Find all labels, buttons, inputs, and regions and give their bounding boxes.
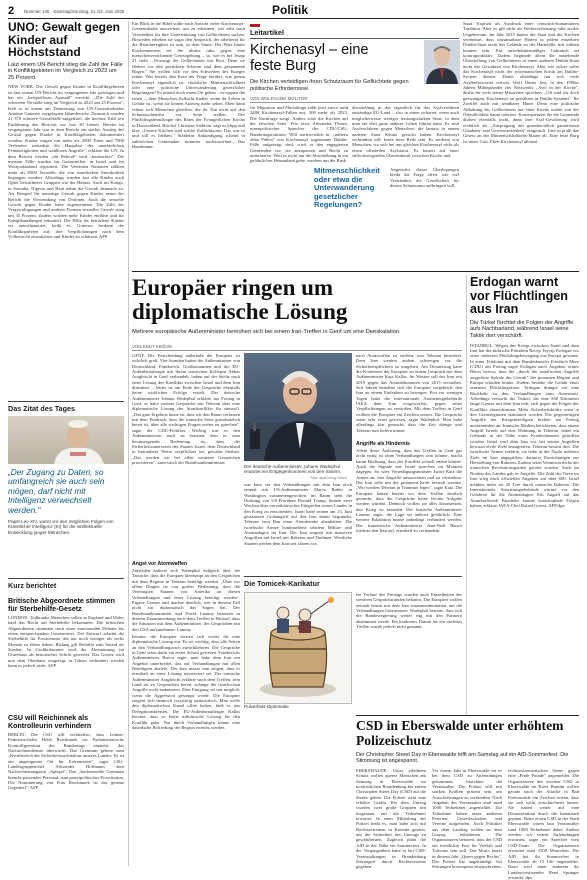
zitat-quote: „Der Zugang zu Daten, so umfangreich sie auch sein mögen, darf nicht mit Intelligenz verwechselt werden." [8,467,105,515]
kurz-item-2-headline: CSU will Reichinnek als Kontrolleurin verhindern [8,714,92,730]
csd-col1: EBERSWALDE. Unter erhöhtem Schutz wollen queere Menschen am Samstag in Eberswalde im nordöstlichen Brandenburg bei einem Christopher Street Day (CSD) auf die Straße gehen. Die Polizei sieht eine erhöhte Gefahr. Bei dem Umzug wurden zwei große Gruppen mit insgesamt um die Teilnehmer erwartet. In einer Mitteilung der Polizei heißt es, man habe sich mit Rechtsextremen in Kontakt gesetzt, um die Sicherheit des Umzugs zu gewährleisten. Zugleich plant die AfD in der Nähe ein Sommerfest. In der Vergangenheit hatte es bei CSD-Veranstaltungen in Brandenburg Störungen durch Rechtsextreme gegeben. [356,768,426,870]
leitartikel-author: VON WOLFGANG MOLITOR [250,96,308,101]
author-photo [424,40,460,84]
left-column-divider [128,21,129,866]
photo-credit: Foto: dpa/Georg Hroch [310,476,347,480]
kurz-header: Kurz berichtet [8,581,57,590]
leitartikel-col2: überstellung in das eigentlich für das Asylverfahren zuständige EU-Land – also in einen sicheren, wenn auch möglicherweise weniger leistungsstarken Staat, in dem man ein eher ganz anderes Leben führen kann. Es sind Asylverfahren gegen Menschen, die bereits in einem anderen Staat Schutz gesucht haben. Kirchenasyl verhindern soll, keine leere Rede sein. Es verdient von Menschen, wo sich bei uns gleichen Kirchenasyl nicht als einen offiziellen Asylstatut. Es basiert auf einer stillschweigenden Übereinkunft zwischen Kirche und [352,105,459,159]
kurz-item-2-body: BERLIN. Die CSU will verhindern, dass Linken-Fraktionschefin Heidi Reichinnek ins Parlamentarische Kontrollgremium des Bundestags einzieht, das Nachrichtendienste überwacht. Das Gremium gehöre zum „Kernbereich der Sicherheitsarchitektur unseres Landes. Es ist ein ungeeigneter Ort für Extremisten", sagte CSU-Landesgruppenchef Alexander Hoffmann dem Nachrichtenmagazin „Spiegel". Das „hochsensible Gremium braucht passendes Personal, statt parteipolitischer Provokation. Die Nominierung von Frau Reichinnek ist das genaue Gegenteil". AFP [8,732,124,791]
right-column-divider [466,275,467,715]
csd-col3: rechtsextremistischen Szene gegen eine „Pride Parade" angemeldet. Die Organisatoren des zweiten CSD in Eberswalde im Kreis Barnim wollen gerade nach der Attacke in Bad Freienwalde ein Zeichen setzen, dass sie sich nicht einschüchtern lassen. Sie haben weiter auf eine Demonstration durch die Innenstadt geplant. Beim ersten CSD in der Stadt Eberswalde wären laut Veranstalter rund 1000 Teilnehmer dabei. Zudem werden wir erneut Anfeindungen erwarten, sagte ein Sprecher vom CSD-Team. Die Organisatoren erwarten rund 1500 Menschen. Die AfD hat ihr Sommerfest in Eberswalde ab 15 Uhr angemeldet. Dazu wird unter anderem ihr Landesvorsitzender René Springer erwartet. dpa [508,768,579,880]
leitartikel-rule [250,38,459,39]
csd-col2: Vor einem Jahr in Eberswalde sei es bei dem CSD zu Anfeindungen gekommen, berichten die Veranstalter. Die Polizei will mit starken Kräften präsent sein, um Ausschreitungen zu verhindern. Nach Angaben der Veranstalter sind rund 1000 Teilnehmer angemeldet. Zur Teilnahme haben unter anderem Parteien, Gewerkschaften und Vereine aufgerufen. Auch Politiker aus dem Landtag wollen an dem Umzug teilnehmen. Die Organisatoren betonen, dass der CSD ein friedliches Fest für Vielfalt und Toleranz sein soll. Das Motto lautet in diesem Jahr „Queer gegen Rechts". Die Polizei hat angekündigt, bei Störungen konsequent einzuschreiten. [432,768,502,870]
cartoon [244,592,352,704]
main-author: VON KNUT KRÖHN [132,344,172,349]
erdogan-headline: Erdogan warnt vor Flüchtlingen aus Iran [470,275,568,317]
pope-portrait-icon [8,416,124,464]
leitartikel-pull-quote: Mitmenschlichkeit oder etwa die Unterwanderung gesetzlicher Regelungen? [314,166,380,210]
leitartikel-author-rule [250,102,459,103]
kurz-top-rule [8,578,124,579]
powder-keg-cartoon-icon [245,593,351,703]
uno-article [8,21,124,364]
leitartikel-lead: Die Kirchen verteidigen ihren Schutzraum für Geflüchtete gegen politische Erfordernisse. [250,79,409,92]
leitartikel-col3: Staat. Explizit als Ausdruck einer christlich-humanitären Tradition. Aber es gilt nicht als Rechtsverletzung oder ziviler Ungehorsam. Im Jahr 2015 hatten der Staat und die Kirchen vereinbart, dass unzumutbare Härten in jedem einzelnen Dublin-Staat nicht das Gelände zu der Härtefälle, mit wählen können sein. Ein unverhältnismäßiger Gebrauch sei kontraproduktiv. Zudem beginnde allein die anstehende Überstellung von Geflüchteten in einen anderen Dublin-Staat nicht das Gewähren von Kirchenasyl. Aber wie sicher sollte das Kirchenasyl nicht der systematischen Kritik am Dublin-System dienen. Damit allerdings tun sich viele Asylbefürworter schwer. Wolf Dieter Just, in den 1990er Jahren Mitbegründer des Netzwerks „Asyl in der Kirche", dürfte für viele seiner Mitstreiter sprechen: „Oft sind wir doch gezwungen, Kirchenasyl zu gewähren in Dublin-Systems". Ihr Zweifel auch mit sendbarer Härte. Denn eine politische Abhaltung der Geflüchteten aus einer Kirche würde von der Öffentlichkeit kaum toleriert. Konsequenzen für die Gemeinde drohen ebenfalls nicht, denn ihre Asyl-Gewährung wird rechtlich als „Ausprägung der grundrechtlich garantierten Glaubens- und Gewissensfreiheit" eingestuft. Und so prallt das Gesetz an der Mitmenschlichkeits-Mauer ab. Eine feste Burg ist unser Gott. Eben Kirchenasyl allemal. [463,21,579,144]
erdogan-article [470,276,579,696]
main-headline: Europäer ringen um diplomatische Lösung [132,275,348,324]
section-title: Politik [272,3,309,17]
erdogan-lead: Die Türkei fürchtet die Folgen der Angriffe aufs Nachbarland, während Israel seine Taktik dort verschärft. [470,319,574,339]
minister-portrait-icon [244,353,352,461]
karikatur-header: Die Tomicek-Karikatur [244,579,320,588]
kurz-item-2 [8,714,124,872]
header-rule [8,18,579,19]
cartoon-caption: Pulverfass-Diplomatie [244,704,289,709]
zitat-box [8,468,124,535]
author-portrait-icon [424,40,460,84]
zitat-top-rule [8,401,124,402]
uno-body: NEW YORK. Die Gewalt gegen Kinder in Konfliktgebieten ist laut einem UN-Bericht im vergangenen Jahr gestiegen und hat ein „beispielloses Ausmaß" erreicht. „Die Zahl der schweren Verstöße stieg im Vergleich zu 2023 um 25 Prozent", hieß es in einem am Donnerstag von UN-Generalsekretär António Guterres vorgelegten Jahresbericht. Demnach wurden 41 370 schwere Gewaltfälle aufgelistet, die höchste Zahl seit Einführung des Berichts vor fast 30 Jahren. Bereits im vergangenen Jahr war in dem Bericht ein starker Anstieg der Gewalt gegen Kinder in Konfliktgebieten dokumentiert worden. Kinder trügen mit mehr als 4500 Toten und 7000 Verletzten weiterhin die Hauptlast der unerbittlichen Feindseligkeiten und wahllosen Angriffe", erklärte die UN. In dem Bericht werden „ein Rekord" wird „beobachtet". Die meisten Fälle wurden im Gazastreifen, in Israel und im Westjordanland registriert. Die Vereinten Nationen zählten mehr als 8500 Verstöße, die von israelischen Streitkräften begangen wurden. Allerdings wurden fast alle Kinder auch Opfer bewaffneter Gruppen wie der Hamas. Auch im Kongo, in Somalia, Nigeria und Haiti nahm die Gewalt demnach zu. Als Beispiel für neuartige Gewalt gegen Kinder nennt der Bericht die Verwendung von Drohnen. Auch die sexuelle Gewalt gegen Kinder habe zugenommen. Die Zahl der Vergewaltigungen und anderer Formen sexueller Gewalt stieg um 35 Prozent. Zudem wurden mehr Kinder entführt und für Kampfhandlungen rekrutiert. Die Hilfe für betroffene Kinder sei unterfinanziert, heißt es. Guterres forderte die Konfliktparteien auf, ihre Verpflichtungen nach dem Völkerrecht einzuhalten und Kinder zu schützen. AFP [8,84,124,239]
pope-photo [8,416,124,464]
main-col1-continued: betonte, die Europäer setzten sich weiter für eine diplomatische Lösung ein. Es sei wichtig, dass alle Seiten an den Verhandlungstisch zurückkehrten. Die Gespräche in Genf seien dafür ein erster Schritt gewesen. Frankreichs Außenminister Barrot sagte, man habe dem Iran ein Angebot unterbreitet, das auf Verhandlungen mit allen Beteiligten abziele. Der Iran müsse nun zeigen, dass er ernsthaft an einer Lösung interessiert sei. Der iranische Außenminister Araghtschi erklärte nach dem Treffen, sein Land sei zu Gesprächen bereit, solange die israelischen Angriffe nicht andauerten. Eine Einigung sei nur möglich, wenn die Aggression gestoppt werde. Die Europäer zeigten sich dennoch vorsichtig optimistisch. Man wolle den diplomatischen Kanal offen halten, hieß es aus Delegationskreisen. Die EU-Außenbeauftragte Kallas betonte, dass es keine militärische Lösung für den Konflikt gebe. Nur durch Verhandlungen könne eine dauerhafte Befriedung der Region erreicht werden. [132,634,240,730]
main-lead: Mehrere europäische Außenminister bemühen sich bei einem Iran-Treffen in Genf um eine Deeskalation. [132,329,401,335]
main-col3 [356,353,462,574]
main-col3b-text: Allein diese Äußerung, dass das Treffen in Genf gar nicht nötig ist ohne Verhandlungen sein könnte, macht kaum Hoffnung, dass der Konflikt schnell enden könnte. Auch die Signale aus Israel sprechen im Moment dagegen. So wies Verteidigungsminister Israel Katz die Armee an, ihre Angriffe auszuweiten und zu verstärken. Der Iran solle mit der gesamten Kraft bestraft werden. „Wir werden Teheran in Trümmer legen", sagte Katz. Die Europäer hatten bereits vor dem Treffen deutlich gemacht, dass die Gespräche keine leichte Aufgabe werden würden. Dennoch wollen sie alles daransetzen, den Krieg zu beenden. Der britische Außenminister Lammy sagte, die Lage sei äußerst gefährlich. Eine weitere Eskalation müsse unbedingt verhindert werden. Der französische Außenminister Jean-Noël Barrot forderte den Iran auf, ernsthaft zu verhandeln. [356,448,462,534]
main-col3-text: nach Atomwaffen zu streben, was Teheran bestreitet. Dem Iran werden zudem schweigen vor die Sicherheitspflichten zu umgehen. Am Donnerstag hatte die Konferenz der Europäer zu einem Gespräch mit dem Außenminister Kaja Kallas. Im Westen soll der Iran seit 2019 gegen das Atomabkommen von 2015 verstoßen. Seit Jahren bemühte sich die Europäer vergeblich, den Iran zu einem Einlenken zu bewegen. Erst vor wenigen Tagen hatte die internationale Atomenergiebehörde IAEA dem Iran vorgeworfen, gegen seine Verpflichtungen zu verstoßen. Mit dem Treffen in Genf wollten die Europäer ein Zeichen setzen. Die Gespräche seien sehr ernst gewesen, sagte Wadephul. Man habe allerdings klar gemacht, dass die Zeit dränge und Teheran nun liefern müsse. [356,353,462,433]
csd-headline: CSD in Eberswalde unter erhöhtem Polizeischutz [356,718,564,748]
csd-lead: Der Christopher Street Day in Eberswalde trifft am Samstag auf ein AfD-Sommerfest. Die Stimmung ist angespannt. [356,752,569,765]
csd-top-rule [356,715,579,716]
wadephul-photo [244,353,352,461]
photo-caption: Der deutsche Außenminister Johann Wadephul erwartet ein Entgegenkommen von den Iranern. [244,464,342,475]
leitartikel-marker [250,24,260,27]
main-col1-text: GENF. Die Entscheidung außerhalb der Europäer ist sichtlich groß. Vier Stunden hatten die Außenminister von Deutschland, Frankreich, Großbritannien und die EU-Außenbeauftragte mit ihrem iranischen Kollegen Abbas Araghtschi in Genf verhandelt, haben auf der Suche nach einer Lösung des Konflikts zwischen Israel und dem Iran diskutiert – leider ist am Ende der Gespräche ebenfalls keine wirklichen Erfolge erzielt. Der deutsche Außenminister Johann Wadephul erklärte am Freitag in Genf, er halte weitere Gespräche mit Teheran über eine diplomatische Lösung des Atomkonflikts für sinnvoll. „Das gute Ergebnis heute ist, dass wir den Raum verlassen mit dem Eindruck, dass die iranische Seite grundsätzlich bereit ist, über alle wichtigen Fragen weiter zu sprechen", sagte der CDU-Politiker. Wichtig war es den Außenministern nach zu betonen, dass es vom herausragender Bedeutung ist, dass die Sicherheitsinteressen des Staates Israel, dem Deutschland in besonderer Weise verpflichtet sei, gewahrt bleiben. „Das werden wir bei allen weiteren Gesprächen priorisieren", unterstrich der Bundesaußenminister. [132,353,240,465]
main-subhead-1: Angst vor Atomwaffen [132,561,188,567]
page-number: 2 [8,5,15,17]
main-top-rule [132,271,579,272]
kurz-item-1-headline: Britische Abgeordnete stimmen für Sterbehilfe-Gesetz [8,597,115,613]
bibel-body: Ein Blick in die Bibel sollte nach Ansicht vieler Kirchenasyl-Gemeinderäte ausreichen, um zu erkennen, wie sehr nach Verständnis für ihre Unterstützung von Geflüchteten suchen. Bisweilen erheben sie sogar den Anspruch, der arbeiterin für die Barmherzigkeit zu sein, in dem Sinne: Der Platz hinter Kirchenmauern sei die ultima ratio gegen eine menschenverachtende Gesetzgebung – so, wie es bei Jesaja 21 steht: „Verwurgt die Geflüchteten mit Brot. Denn sie fliehen vor den gezückten Schwert und dem gespannten Bogen." Sie wollen sich vor den Schwerten des Krieges retten. Was bereits den Kern der Frage berührt, was genau Kirchenasyl eigentlich ist: christliche Mitmenschlichkeit oder eine politische Unterwanderung gesetzlicher Regelungen? Es nimmt doch einen Ort gehen – es segnen die einen –, dem Menschen Zuflucht finden, wenn ihr Leben in Gefahr ist, wenn sie keinen Ausweg mehr sehen. Eben dann reihen sich Menschen gleichen, die ihr Tun nicht auf den Schutzsuchenden vor Seite stellen. Der Flüchtlingsbeauftragte des Rates der Evangelischen Kirche in Deutschland, Bischof Christian Stäblein, sagt es klipp und klar: „Unsere Kirchen sind solche Zufluchtsorte. Das war so und soll es bleiben." Stäbleins Ankündigung scheint in zahlreichen Gemeinden mitunter nachzuwirken. Das Bundesamt [132,21,245,149]
zitat-attribution: Papst Leo XIV. warnt vor den möglichen Folgen von Künstlicher Intelligenz (KI) für die intellektuelle Entwicklung junger Menschen. [8,519,114,535]
kurz-item-1 [8,597,124,716]
uno-lead: Laut einem UN-Bericht stieg die Zahl der Fälle in Konfliktgebieten im Vergleich zu 2023 um 25 Prozent. [8,61,123,81]
main-col2: war kurz vor den Verhandlungen mit dem Iran noch einmal mit US-Außenminister Marco Rubio in Washington zusammengetroffen, im Raum steht die Drohung von US-Präsident Donald Trump, binnen zwei Wochen über ein militärisches Eingreifen seines Landes in den Krieg zu entscheiden. Israel hatte seinen am 13. Juni gestarteten Großangriff auf den Iran damit begründet, Teheran vom Bau einer Atombombe abzuhalten. Die israelische Armee bombardierte seitdem Militär- und Atomanlagen im Iran. Der Iran reagiert mit massiven Angriffen auf Israel mit Raketen und Drohnen. Westliche Staaten werfen dem Iran seit Jahren vor, [244,482,352,546]
leitartikel-label: Leitartikel [250,28,284,37]
main-col1b-text: Zufrieden äußerte sich Wadephul lediglich über die Tatsache, dass die Europäer überhaupt an den Gesprächen mit dem Regime in Teheran beteiligt werden. „Über vor allem Dingen ist von großer Bedeutung, dass die Vereinigten Staaten von Amerika an diesen Verhandlungen und einer Lösung beteiligt werden". Eigene Grenze und machte deutlich, wer in diesem Fall nicht zur diplomatisch das Sagen hat. Der Bundesaußenminister und David Lammy betonten in diesem Zusammenhang nach dem Treffen in Brüssel, dass die Situation mit dem Außenminister, der Gesprächen mit den USA aufzunehmen. Lammy [132,568,240,632]
leitartikel-col1: für Migration und Flüchtlinge zählt jetzt zuvor rund 2400 Kirchenasyl-Fällen aus, 300 mehr als 2023. Die Nachfrage steigt. Anders wäre die Kirchen auf der falschen Seite. Wie etwa Alexander Throm, innenpolitischer Sprecher der CDU/CSU-Bundestagsfraktion. Will nachweislich in: „nahezu allen Fällen" von Kirchenasyl sogenannte Dublin-Fälle aufgezeigt sind, wirft er den engagierten Gemeinden vor, sie anzupassen und Recht zu unterlaufen. Weil es nicht um die Abschiebung in ein gefährliches Heimatland gehe, sondern um die Rück [250,105,348,164]
issue-line: Nummer 140 · Samstag/Sonntag, 21./22. Juni 2025 [24,9,125,14]
leitartikel-headline: Kirchenasyl – eine feste Burg [250,42,369,74]
kurz-item-1-body: LONDON. Todkranke Menschen sollen in England und Wales bald das Recht auf Sterbehilfe bekommen. Die britischen Abgeordneten stimmten nach einer emotionalen Debatte für einen entsprechenden Gesetzestext. Der Entwurf erlaubt die Sterbehilfe für Erwachsene, die nur noch weniger als sechs Monate zu leben haben. Bislang gilt Beihilfe zum Suizid als Straftat. In Großbritannien wird die Abstimmung im Unterhaus als historischer Schritt gewertet. Das Gesetz wird nun dem Oberhaus vorgelegt, in Gänze verhindert werden kann es jedoch nicht. AFP [8,615,124,669]
erdogan-body: ISTANBUL. Wegen des Kriegs zwischen Israel und dem Iran hat der türkische Präsident Recep Tayyip Erdogan vor einer stärkeren Flüchtlingsbewegung aus Europa gewarnt. In einer Telefonat mit dem Bundeskanzler Friedrich Merz (CDU) am Freitag sagte Erdogan nach Angaben seines Büros hervor, dass die „durch die israelischen Angriffe ausgelöste Spirale der Gewalt" der gesamten Region und Europa schaden könne. Zudem bestehe die Gefahr einer erneuten Flüchtlingskrise. Erdogan drängte auf eine Rückkehr zu den Verhandlungen zum Atomstreit. Allerdings versucht die Türkei, die eine 560 Kilometer lange Grenze mit dem Iran teilt, sich gegen die Folgen des Konflikts abzuschirmen. Mehr Sicherheitskräfte seien in den Grenzregionen stationiert worden. Die gegenseitigen Angriffe der Kriegsbeteiligten hielten am Freitag unvermindert an. Iranische Medien berichteten, dass einem Angriff Israels auf eine Wohnung in Teheran, dabei ein Gebäude in der Nähe eines Krankenhauses getroffen worden. Israel warf dem Iran vor, bei seinen Angriffen bewusst zivile Ziele anzugreifen. Teheran bestritt dies. Die israelische Armee erklärte, sie habe in der Nacht mehrere Ziele im Iran angegriffen, darunter Einrichtungen zur Herstellung von Raketen. Zudem seien Verantwortliche der iranischen Revolutionsgarden getötet worden. Auch im Norden des Landes gab es Angriffe. Die Zahl der Toten im Iran stieg nach offiziellen Angaben auf über 600. Israel meldete mehr als 20 Tote durch iranische Raketen. Die Internationale Atomenergiebehörde warnte vor den Gefahren für die Atomanlagen. Ein Angriff auf das Atomkraftwerk Buschehr könnte katastrophale Folgen haben, erklärte IAEA-Chef Rafael Grossi. AFP/dpa [470,342,579,508]
main-col1 [132,353,240,632]
uno-headline: UNO: Gewalt gegen Kinder auf Höchststand [8,20,121,59]
main-col3-continued: Im Verlauf des Freitags wurden auch Einzelheiten der weiteren Gesprächsrunden bekannt. Die Europäer wollen zeitnah erneut mit dem Iran zusammenkommen, um die Verhandlungen fortzusetzen. Wadephul betonte, dass sich die Bundesregierung weiter eng mit den Partnern abstimmen werde. Ein konkretes Datum für ein nächstes Treffen wurde jedoch nicht genannt. [356,592,462,630]
karikatur-top-rule [244,576,462,577]
main-subhead-2: Angriffe als Hindernis [356,441,410,447]
main-author-rule [132,350,462,351]
zitat-header: Das Zitat des Tages [8,404,75,413]
leitartikel-col2b: Angesichts dieser Überlegungen bleibt die Frage offen, wie viel Verständnis die Gesellschaft für diesen Schutzraum aufbringen will. [390,167,459,189]
